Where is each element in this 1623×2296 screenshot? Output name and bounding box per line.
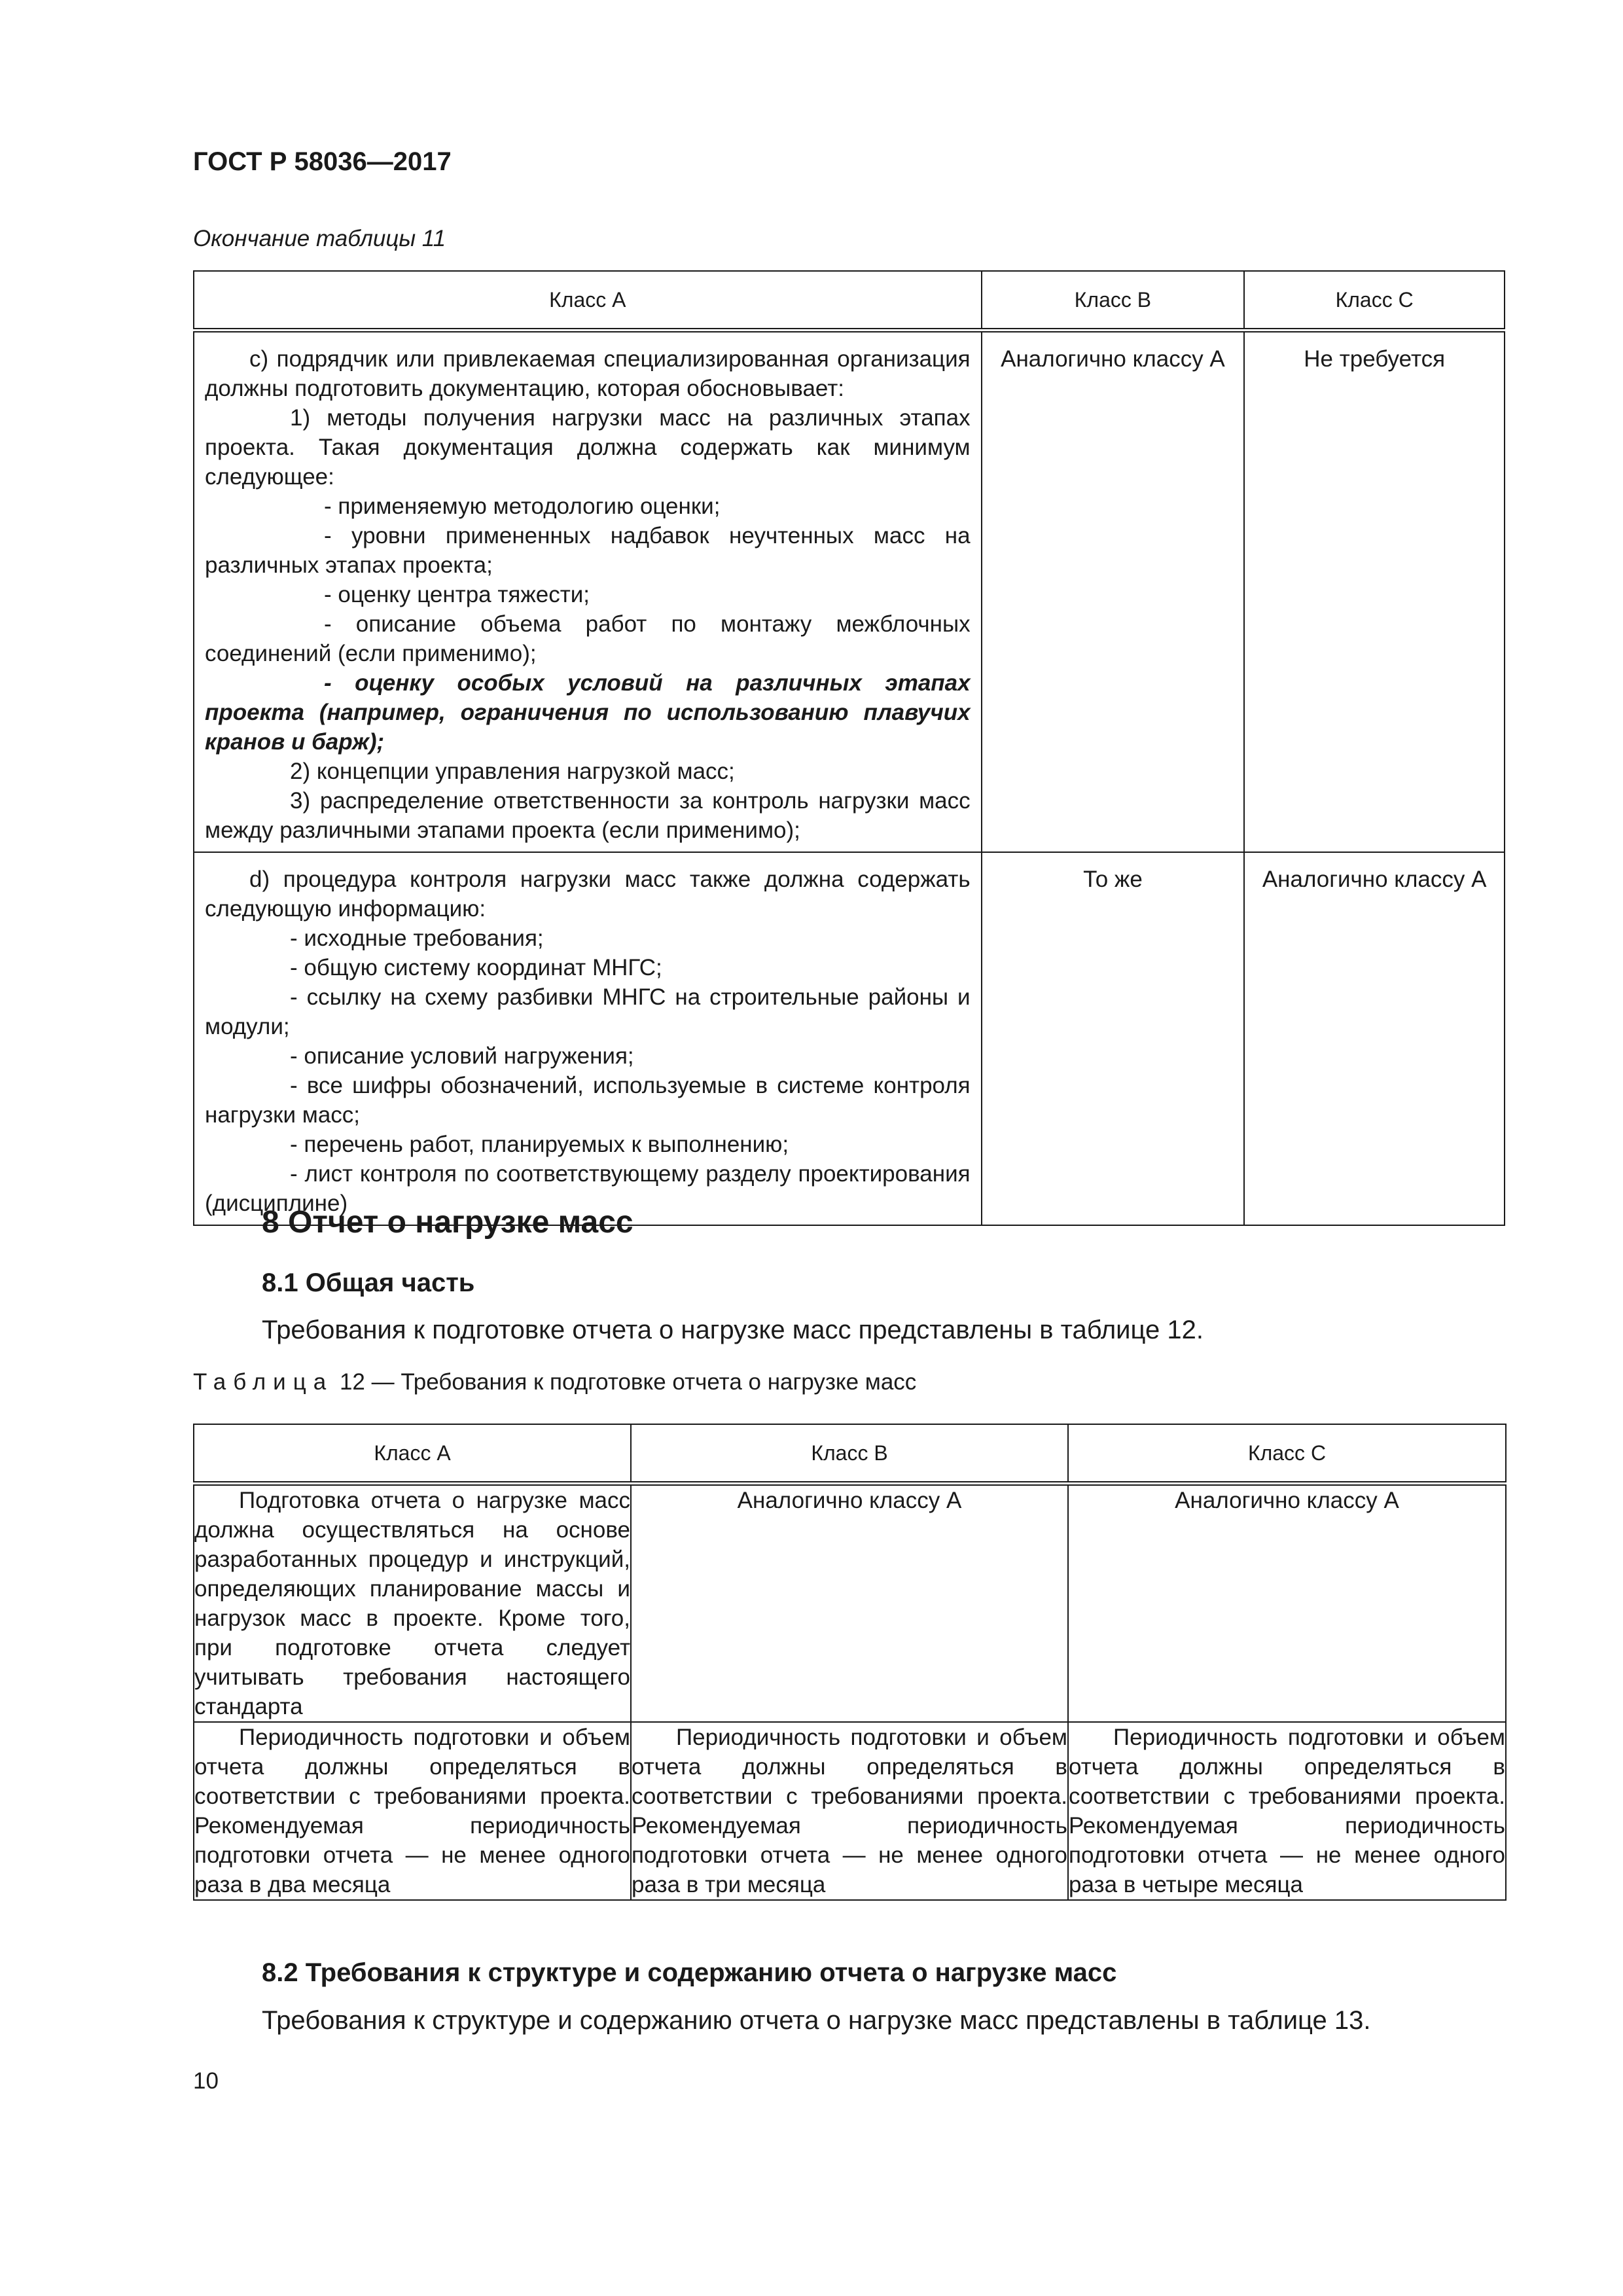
table-cell-class-a: [194, 1484, 631, 1723]
column-header-class-c: Класс С: [1068, 1424, 1506, 1484]
column-header-class-a: Класс А: [194, 1424, 631, 1484]
list-item: 3) распределение ответственности за контроль нагрузки масс между различными этапами проекта (если применимо);: [205, 788, 971, 843]
list-item: 1) методы получения нагрузки масс на различных этапах проекта. Такая документация должна содержать как минимум следующее:: [205, 405, 971, 490]
table-cell-class-c: Не требуется: [1244, 331, 1505, 853]
table-cell-class-b: То же: [982, 852, 1245, 1225]
list-item: - описание условий нагружения;: [290, 1043, 634, 1069]
column-header-class-b: Класс В: [982, 271, 1245, 331]
table-row: [194, 331, 1505, 853]
cell-text: Периодичность подготовки и объем отчета должны определяться в соответствии с требованиями проекта. Рекомендуемая периодичность подготовки отчета — не менее одного раза в четыре месяца: [1069, 1725, 1505, 1897]
page-number: 10: [193, 2068, 219, 2094]
list-item: - уровни примененных надбавок неучтенных масс на различных этапах проекта;: [205, 523, 971, 578]
table-11: [193, 270, 1505, 1226]
paragraph: Требования к структуре и содержанию отчета о нагрузке масс представлены в таблице 13.: [262, 2006, 1371, 2035]
table-cell-class-a: [194, 1722, 631, 1900]
cell-text: Периодичность подготовки и объем отчета должны определяться в соответствии с требованиями проекта. Рекомендуемая периодичность подготовки отчета — не менее одного раза в три месяца: [632, 1725, 1067, 1897]
list-item: d) процедура контроля нагрузки масс также должна содержать следующую информацию:: [205, 867, 971, 922]
cell-text: Подготовка отчета о нагрузке масс должна осуществляться на основе разработанных процедур и инструкций, определяющих планирование массы и нагрузок масс в проекте. Кроме того, при подготовке отчета следует учитывать требования настоящего стандарта: [194, 1488, 630, 1719]
document-header: ГОСТ Р 58036—2017: [193, 147, 452, 176]
table-12-caption: [193, 1369, 916, 1395]
paragraph: Требования к подготовке отчета о нагрузке масс представлены в таблице 12.: [262, 1316, 1204, 1344]
table-11-continuation-caption: Окончание таблицы 11: [193, 226, 446, 251]
list-item: - перечень работ, планируемых к выполнению;: [290, 1132, 789, 1157]
list-item: - применяемую методологию оценки;: [324, 493, 721, 519]
table-cell-class-c: [1068, 1722, 1506, 1900]
table-cell-class-b: Аналогично классу А: [631, 1484, 1068, 1723]
column-header-class-b: Класс В: [631, 1424, 1068, 1484]
table-cell-class-b: Аналогично классу А: [982, 331, 1245, 853]
table-caption-word: Таблица: [193, 1369, 334, 1395]
table-caption-title: 12 — Требования к подготовке отчета о нагрузке масс: [333, 1369, 917, 1395]
section-heading: 8 Отчет о нагрузке масс: [262, 1205, 633, 1240]
list-item: - все шифры обозначений, используемые в системе контроля нагрузки масс;: [205, 1073, 971, 1128]
cell-text: Периодичность подготовки и объем отчета должны определяться в соответствии с требованиями проекта. Рекомендуемая периодичность подготовки отчета — не менее одного раза в два месяца: [194, 1725, 630, 1897]
list-item: - оценку центра тяжести;: [324, 582, 590, 607]
table-row: [194, 1722, 1506, 1900]
list-item: c) подрядчик или привлекаемая специализированная организация должны подготовить документацию, которая обосновывает:: [205, 346, 971, 401]
table-12: [193, 1424, 1507, 1901]
list-item: - описание объема работ по монтажу межблочных соединений (если применимо);: [205, 611, 971, 666]
table-cell-class-c: Аналогично классу А: [1068, 1484, 1506, 1723]
subsection-heading: 8.1 Общая часть: [262, 1268, 475, 1297]
table-row: [194, 1484, 1506, 1723]
table-cell-class-b: [631, 1722, 1068, 1900]
table-cell-class-a: [194, 331, 982, 853]
list-item: - исходные требования;: [290, 925, 544, 951]
table-12-header-row: [194, 1424, 1506, 1484]
table-cell-class-a: [194, 852, 982, 1225]
list-item: - общую систему координат МНГС;: [290, 955, 662, 980]
column-header-class-a: Класс А: [194, 271, 982, 331]
table-row: [194, 852, 1505, 1225]
list-item-emphasized: - оценку особых условий на различных этапах проекта (например, ограничения по использованию плавучих кранов и барж);: [205, 670, 971, 755]
table-cell-class-c: Аналогично классу А: [1244, 852, 1505, 1225]
subsection-heading: 8.2 Требования к структуре и содержанию отчета о нагрузке масс: [262, 1958, 1117, 1987]
column-header-class-c: Класс С: [1244, 271, 1505, 331]
table-11-header-row: [194, 271, 1505, 331]
list-item: - лист контроля по соответствующему разделу проектирования (дисциплине): [205, 1161, 971, 1216]
list-item: - ссылку на схему разбивки МНГС на строительные районы и модули;: [205, 984, 971, 1039]
list-item: 2) концепции управления нагрузкой масс;: [290, 759, 735, 784]
